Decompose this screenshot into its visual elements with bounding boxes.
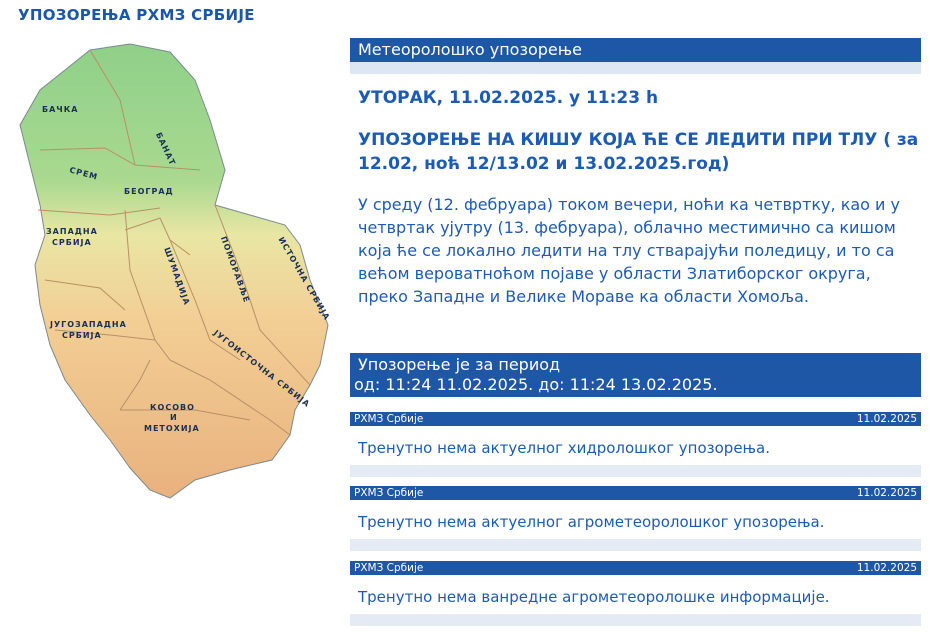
region-label-pomoravlje: ПОМОРАВЉЕ — [218, 235, 252, 305]
region-label-i: И — [170, 413, 178, 422]
region-label-banat: БАНАТ — [153, 131, 178, 168]
box-text: Тренутно нема актуелног агрометеоролошког упозорења. — [358, 513, 825, 531]
box-source: РХМЗ Србије — [354, 487, 424, 499]
box-footer — [350, 465, 921, 477]
warning-text: У среду (12. фебруара) током вечери, ноћи ка четвртку, као и у четвртак ујутру (13. фебруара), облачно местимично са кишом која ће се локално ледити на тлу стварајући поледицу, и то са већом вероватноћом појаве у области Златиборског округа, преко Западне и Велике Мораве ка области Хомоља. — [358, 195, 900, 306]
serbia-regions-map[interactable] — [10, 40, 350, 510]
region-label-jugozapadna: ЈУГОЗАПАДНА — [50, 320, 127, 329]
box-footer — [350, 614, 921, 626]
box-header — [350, 561, 921, 575]
region-label-kosovo: КОСОВО — [150, 403, 195, 412]
warning-period — [350, 353, 921, 397]
section-title: Метеоролошко упозорење — [350, 38, 921, 62]
box-text: Тренутно нема ванредне агрометеоролошке информације. — [358, 588, 830, 606]
page-title: УПОЗОРЕЊА РХМЗ СРБИЈЕ — [18, 6, 255, 24]
box-date: 11.02.2025 — [856, 562, 917, 574]
box-header — [350, 412, 921, 426]
box-source: РХМЗ Србије — [354, 413, 424, 425]
meteo-warning-panel — [350, 38, 921, 308]
period-range: од: 11:24 11.02.2025. до: 11:24 13.02.2025. — [354, 375, 718, 394]
warning-title: УПОЗОРЕЊЕ НА КИШУ КОЈА ЋЕ СЕ ЛЕДИТИ ПРИ ТЛУ ( за 12.02, ноћ 12/13.02 и 13.02.2025.год) — [358, 130, 919, 174]
region-label-sumadija: ШУМАДИЈА — [162, 246, 192, 307]
box-date: 11.02.2025 — [856, 487, 917, 499]
section-divider — [350, 62, 921, 74]
box-text: Тренутно нема актуелног хидролошког упозорења. — [358, 439, 770, 457]
region-label-backa: БАЧКА — [42, 105, 79, 114]
region-label-metohija: МЕТОХИЈА — [144, 424, 200, 433]
hydro-warning-box — [350, 412, 921, 477]
region-label-srem: СРЕМ — [68, 165, 100, 182]
region-label-istocna-srbija: ИСТОЧНА СРБИЈА — [276, 235, 332, 322]
agrometeo-warning-box — [350, 486, 921, 551]
box-date: 11.02.2025 — [856, 413, 917, 425]
box-footer — [350, 539, 921, 551]
region-label-zapadna: ЗАПАДНА — [46, 227, 98, 236]
region-label-beograd: БЕОГРАД — [124, 187, 174, 196]
box-source: РХМЗ Србије — [354, 562, 424, 574]
agrometeo-info-box — [350, 561, 921, 626]
warning-date: УТОРАК, 11.02.2025. у 11:23 h — [358, 88, 659, 108]
region-label-jugozapadna-srbija: СРБИЈА — [62, 331, 102, 340]
period-label: Упозорење је за период — [358, 355, 561, 374]
region-label-zapadna-srbija: СРБИЈА — [52, 238, 92, 247]
box-header — [350, 486, 921, 500]
region-label-jugoistocna-srbija: ЈУГОИСТОЧНА СРБИЈА — [211, 328, 312, 410]
